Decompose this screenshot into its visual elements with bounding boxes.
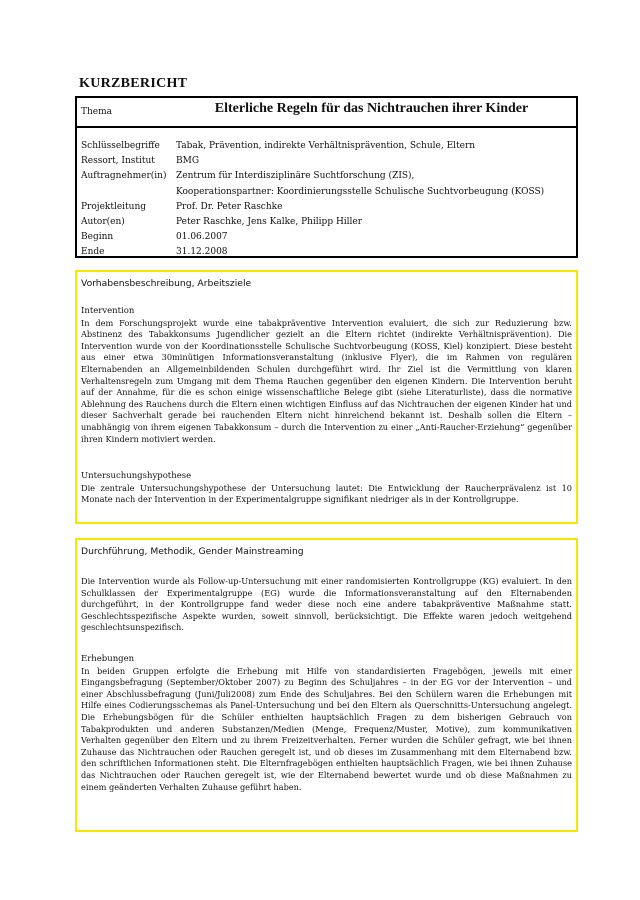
subsection-heading: Erhebungen (81, 654, 135, 664)
meta-value: Tabak, Prävention, indirekte Verhältnisprävention, Schule, Eltern (176, 141, 476, 151)
thema-label: Thema (81, 107, 113, 117)
meta-value: Kooperationspartner: Koordinierungsstelle Schulische Suchtvorbeugung (KOSS) (176, 186, 545, 197)
meta-row-authors (81, 215, 544, 230)
meta-label: Beginn (81, 232, 114, 243)
metadata-rows (81, 139, 544, 261)
section-methodology (75, 538, 578, 832)
meta-row-keywords (81, 139, 544, 154)
section-objectives (75, 270, 578, 524)
meta-row-start (81, 230, 544, 245)
metadata-table (75, 96, 578, 258)
meta-value: 01.06.2007 (176, 232, 228, 243)
meta-row-contractor (81, 169, 544, 184)
meta-value: Zentrum für Interdisziplinäre Suchtforschung (ZIS), (176, 171, 415, 182)
meta-label (81, 185, 176, 200)
meta-row-end (81, 245, 544, 260)
meta-row-ressort (81, 154, 544, 169)
intervention-block (81, 306, 572, 445)
erhebungen-paragraph: In beiden Gruppen erfolgte die Erhebung mit Hilfe von standardisierten Fragebögen, jeweils mit einer Eingangsbefragung (September/Oktober 2007) zu Beginn des Schuljahres – in der EG vor der Intervention – und einer Abschlussbefragung (Juni/Juli2008) zum Ende des Schuljahres. Bei den Schülern waren die Erhebungen mit Hilfe eines Codierungsschemas als Panel-Untersuchung und bei den Eltern als Querschnitts-Untersuchung angelegt. Die Erhebungsbögen für die Schüler enthielten hauptsächlich Fragen zu dem bisherigen Gebrauch von Tabakprodukten und anderen Substanzen/Medien (Menge, Frequenz/Muster, Motive), zum kommunikativen Verhalten gegenüber den Eltern und zu ihrem Freizeitverhalten. Ferner wurden die Schüler gefragt, wie bei ihnen Zuhause das Nichtrauchen oder Rauchen geregelt ist, und ob dieses im Zusammenhang mit dem Elternabend bzw. den schriftlichen Informationen steht. Die Elternfragebögen enthielten hauptsächlich Fragen, wie bei ihnen Zuhause das Nichtrauchen oder Rauchen geregelt ist, wie der Elternabend bewertet wurde und ob diese Maßnahmen zu einem geänderten Verhalten Zuhause geführt haben. (81, 665, 572, 792)
meta-value: 31.12.2008 (176, 247, 228, 258)
subsection-heading: Untersuchungshypothese (81, 471, 192, 481)
meta-label: Autor(en) (81, 217, 125, 228)
intervention-paragraph: In dem Forschungsprojekt wurde eine tabakpräventive Intervention evaluiert, die sich zur Reduzierung bzw. Abstinenz des Tabakkonsums Jugendlicher gezielt an die Eltern richtet (indirekte Verhältnisprävention). Die Intervention wurde von der Koordinationsstelle Schulische Suchtvorbeugung (KOSS, Kiel) konzipiert. Diese besteht aus einer etwa 30minütigen Informationsveranstaltung (inklusive Flyer), die im Rahmen von regulären Elternabenden an Allgemeinbildenden Schulen durchgeführt wird. Ihr Ziel ist die Vermittlung von klaren Verhaltensregeln zum Umgang mit dem Thema Rauchen gegenüber den eigenen Kindern. Die Intervention beruht auf der Annahme, für die es schon einige wissenschaftliche Belege gibt (siehe Literaturliste), dass die normative Ablehnung des Rauchens durch die Eltern einen wichtigen Einfluss auf das Nichtrauchen der eigenen Kinder hat und dieser Sachverhalt gerade bei rauchenden Eltern nicht hinreichend bekannt ist. Deshalb sollen die Eltern – unabhängig von ihrem eigenen Tabakkonsum – durch die Intervention zu einer „Anti-Raucher-Erziehung“ gegenüber ihren Kindern motiviert werden. (81, 317, 572, 444)
hypothesis-paragraph: Die zentrale Untersuchungshypothese der Untersuchung lautet: Die Entwicklung der Raucherprävalenz ist 10 Monate nach der Intervention in der Experimentalgruppe signifikant niedriger als in der Kontrollgruppe. (81, 482, 572, 505)
section-title: Durchführung, Methodik, Gender Mainstreaming (81, 546, 304, 557)
erhebungen-block (81, 654, 572, 793)
meta-value: Prof. Dr. Peter Raschke (176, 201, 283, 212)
thema-title: Elterliche Regeln für das Nichtrauchen ihrer Kinder (214, 101, 529, 116)
meta-row-partner (81, 185, 544, 200)
meta-label: Ende (81, 247, 105, 258)
section-title: Vorhabensbeschreibung, Arbeitsziele (81, 278, 252, 289)
intro-block (81, 576, 572, 634)
meta-label: Ressort, Institut (81, 156, 155, 167)
meta-label: Auftragnehmer(in) (81, 171, 167, 182)
subsection-heading: Intervention (81, 306, 135, 316)
hypothesis-block (81, 471, 572, 506)
meta-row-project-lead (81, 200, 544, 215)
meta-label: Projektleitung (81, 201, 147, 212)
meta-value: BMG (176, 156, 200, 167)
methodology-paragraph: Die Intervention wurde als Follow-up-Untersuchung mit einer randomisierten Kontrollgruppe (KG) evaluiert. In den Schulklassen der Experimentalgruppe (EG) wurde die Informationsveranstaltung auf den Elternabenden durchgeführt, in der Kontrollgruppe fand weder diese noch eine andere tabakpräventive Maßnahme statt. Geschlechtsspezifische Aspekte wurden, soweit sinnvoll, berücksichtigt. Die Effekte waren jedoch weitgehend geschlechtsunspezifisch. (81, 576, 572, 633)
meta-value: Peter Raschke, Jens Kalke, Philipp Hiller (176, 217, 363, 228)
report-heading: KURZBERICHT (79, 76, 188, 91)
thema-row (77, 98, 576, 128)
meta-label: Schlüsselbegriffe (81, 141, 160, 151)
